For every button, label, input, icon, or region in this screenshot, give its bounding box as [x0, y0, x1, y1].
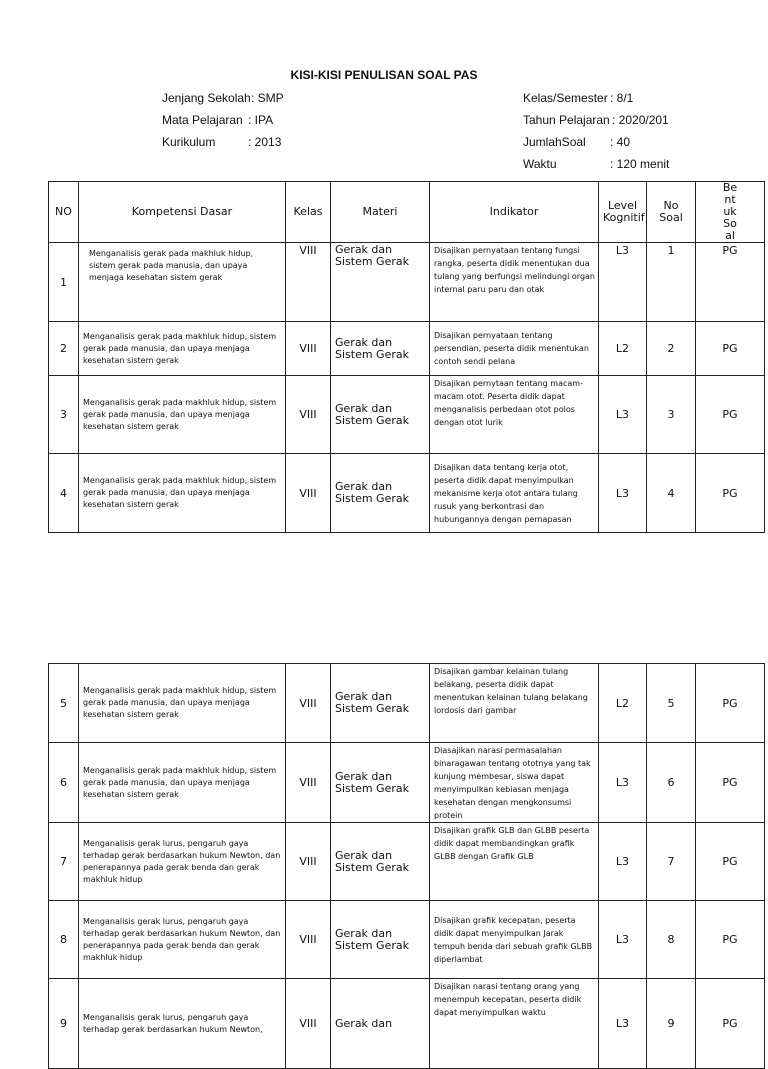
row-materi: Gerak dan Sistem Gerak [331, 376, 430, 454]
row-bentuk: PG [696, 376, 765, 454]
row-level: L3 [599, 743, 647, 823]
meta-value-kurikulum: : 2013 [248, 135, 282, 149]
row-no-soal: 2 [647, 322, 696, 376]
row-kelas: VIII [286, 454, 331, 533]
row-no-soal: 1 [647, 243, 696, 322]
row-kelas: VIII [286, 376, 331, 454]
row-no: 1 [49, 243, 79, 322]
row-no-soal: 4 [647, 454, 696, 533]
table-row [49, 743, 765, 823]
meta-label-kelas-semester: Kelas/Semester [523, 91, 608, 105]
row-kompetensi-dasar: Menganalisis gerak lurus, pengaruh gaya terhadap gerak berdasarkan hukum Newton, dan penerapannya pada gerak benda dan gerak makhluk hidup [79, 823, 286, 901]
row-kompetensi-dasar: Menganalisis gerak pada makhluk hidup, sistem gerak pada manusia, dan upaya menjaga kesehatan sistem gerak [79, 376, 286, 454]
meta-label-tahun: Tahun Pelajaran [523, 113, 610, 127]
row-materi: Gerak dan Sistem Gerak [331, 454, 430, 533]
row-kompetensi-dasar: Menganalisis gerak lurus, pengaruh gaya terhadap gerak berdasarkan hukum Newton, dan penerapannya pada gerak benda dan gerak makhluk hidup [79, 901, 286, 979]
row-no: 5 [49, 664, 79, 743]
row-indikator: Disajikan grafik GLB dan GLBB peserta didik dapat membandingkan grafik GLBB dengan Grafik GLB [430, 823, 599, 901]
row-materi: Gerak dan Sistem Gerak [331, 901, 430, 979]
row-no: 2 [49, 322, 79, 376]
meta-label-waktu: Waktu [523, 157, 557, 171]
row-bentuk: PG [696, 322, 765, 376]
row-no-soal: 3 [647, 376, 696, 454]
header-materi: Materi [331, 182, 430, 243]
row-bentuk: PG [696, 454, 765, 533]
table-row [49, 376, 765, 454]
meta-value-mapel: : IPA [248, 113, 274, 127]
row-indikator: Disajikan pernyataan tentang persendian, peserta didik menentukan contoh sendi pelana [430, 322, 599, 376]
row-indikator: Diasajikan narasi permasalahan binaragawan tentang ototnya yang tak kunjung membesar, siswa dapat menyimpulkan kebiasan menjaga kesehatan dengan mengkonsumsi protein [430, 743, 599, 823]
row-level: L2 [599, 322, 647, 376]
row-no-soal: 6 [647, 743, 696, 823]
row-indikator: Disajikan gambar kelainan tulang belakang, peserta didik dapat menentukan kelainan tulang belakang lordosis dari gambar [430, 664, 599, 743]
meta-value-kelas-semester: : 8/1 [610, 91, 634, 105]
table-row [49, 243, 765, 322]
row-kelas: VIII [286, 743, 331, 823]
table-row [49, 901, 765, 979]
row-bentuk: PG [696, 243, 765, 322]
row-materi: Gerak dan [331, 979, 430, 1069]
row-kelas: VIII [286, 243, 331, 322]
meta-label-jumlah-soal: JumlahSoal [523, 135, 586, 149]
row-no-soal: 9 [647, 979, 696, 1069]
meta-value-jenjang: : SMP [251, 91, 284, 105]
row-materi: Gerak dan Sistem Gerak [331, 823, 430, 901]
header-bentuk-soal: Bentuk Soal [696, 182, 765, 243]
row-no-soal: 5 [647, 664, 696, 743]
row-kelas: VIII [286, 979, 331, 1069]
meta-label-jenjang: Jenjang Sekolah [162, 91, 251, 105]
row-no: 3 [49, 376, 79, 454]
meta-label-kurikulum: Kurikulum [162, 135, 216, 149]
row-level: L3 [599, 376, 647, 454]
row-no: 6 [49, 743, 79, 823]
row-level: L2 [599, 664, 647, 743]
row-materi: Gerak dan Sistem Gerak [331, 743, 430, 823]
row-materi: Gerak dan Sistem Gerak [331, 322, 430, 376]
row-indikator: Disajikan narasi tentang orang yang menempuh kecepatan, peserta didik dapat menyimpulkan waktu [430, 979, 599, 1069]
table-row [49, 823, 765, 901]
meta-label-mapel: Mata Pelajaran [162, 113, 243, 127]
header-level-kognitif: Level Kognitif [599, 182, 647, 243]
row-bentuk: PG [696, 664, 765, 743]
row-kompetensi-dasar: Menganalisis gerak pada makhluk hidup, sistem gerak pada manusia, dan upaya menjaga kesehatan sistem gerak [79, 743, 286, 823]
header-indikator: Indikator [430, 182, 599, 243]
row-no-soal: 7 [647, 823, 696, 901]
row-kelas: VIII [286, 664, 331, 743]
row-bentuk: PG [696, 901, 765, 979]
row-kompetensi-dasar: Menganalisis gerak pada makhluk hidup, sistem gerak pada manusia, dan upaya menjaga kesehatan sistem gerak [79, 322, 286, 376]
row-kelas: VIII [286, 823, 331, 901]
meta-value-waktu: : 120 menit [610, 157, 670, 171]
table-header-row [49, 182, 765, 243]
row-materi: Gerak dan Sistem Gerak [331, 664, 430, 743]
row-kompetensi-dasar: Menganalisis gerak lurus, pengaruh gaya terhadap gerak berdasarkan hukum Newton, [79, 979, 286, 1069]
meta-value-tahun: : 2020/201 [612, 113, 669, 127]
row-indikator: Disajikan data tentang kerja otot, peserta didik dapat menyimpulkan mekanisme kerja otot antara tulang rusuk yang berkontrasi dan hubungannya dengan pernapasan [430, 454, 599, 533]
row-level: L3 [599, 979, 647, 1069]
kisi-table-page-1 [48, 181, 765, 533]
table-row [49, 454, 765, 533]
row-bentuk: PG [696, 979, 765, 1069]
row-bentuk: PG [696, 823, 765, 901]
table-row [49, 322, 765, 376]
row-level: L3 [599, 243, 647, 322]
row-materi: Gerak dan Sistem Gerak [331, 243, 430, 322]
row-no: 7 [49, 823, 79, 901]
row-kompetensi-dasar: Menganalisis gerak pada makhluk hidup, sistem gerak pada manusia, dan upaya menjaga kesehatan sistem gerak [79, 454, 286, 533]
header-no: NO [49, 182, 79, 243]
row-kompetensi-dasar: Menganalisis gerak pada makhluk hidup, sistem gerak pada manusia, dan upaya menjaga kesehatan sistem gerak [79, 243, 286, 322]
row-no: 8 [49, 901, 79, 979]
kisi-table-page-2 [48, 663, 765, 1069]
row-kelas: VIII [286, 901, 331, 979]
row-level: L3 [599, 901, 647, 979]
row-bentuk: PG [696, 743, 765, 823]
row-kompetensi-dasar: Menganalisis gerak pada makhluk hidup, sistem gerak pada manusia, dan upaya menjaga kesehatan sistem gerak [79, 664, 286, 743]
row-indikator: Disajikan grafik kecepatan, peserta didik dapat menyimpulkan Jarak tempuh benda dari sebuah grafik GLBB diperlambat [430, 901, 599, 979]
header-kompetensi-dasar: Kompetensi Dasar [79, 182, 286, 243]
row-no-soal: 8 [647, 901, 696, 979]
header-no-soal: No Soal [647, 182, 696, 243]
row-indikator: Disajikan pernyataan tentang fungsi rangka, peserta didik menentukan dua tulang yang berfungsi melindungi organ internal paru paru dan otak [430, 243, 599, 322]
row-level: L3 [599, 454, 647, 533]
row-level: L3 [599, 823, 647, 901]
page-title: KISI-KISI PENULISAN SOAL PAS [290, 68, 478, 82]
table-row [49, 664, 765, 743]
row-indikator: Disajikan pernytaan tentang macam-macam otot. Peserta didik dapat menganalisis perbedaan otot polos dengan otot lurik [430, 376, 599, 454]
meta-value-jumlah-soal: : 40 [610, 135, 631, 149]
row-kelas: VIII [286, 322, 331, 376]
row-no: 4 [49, 454, 79, 533]
row-no: 9 [49, 979, 79, 1069]
header-kelas: Kelas [286, 182, 331, 243]
